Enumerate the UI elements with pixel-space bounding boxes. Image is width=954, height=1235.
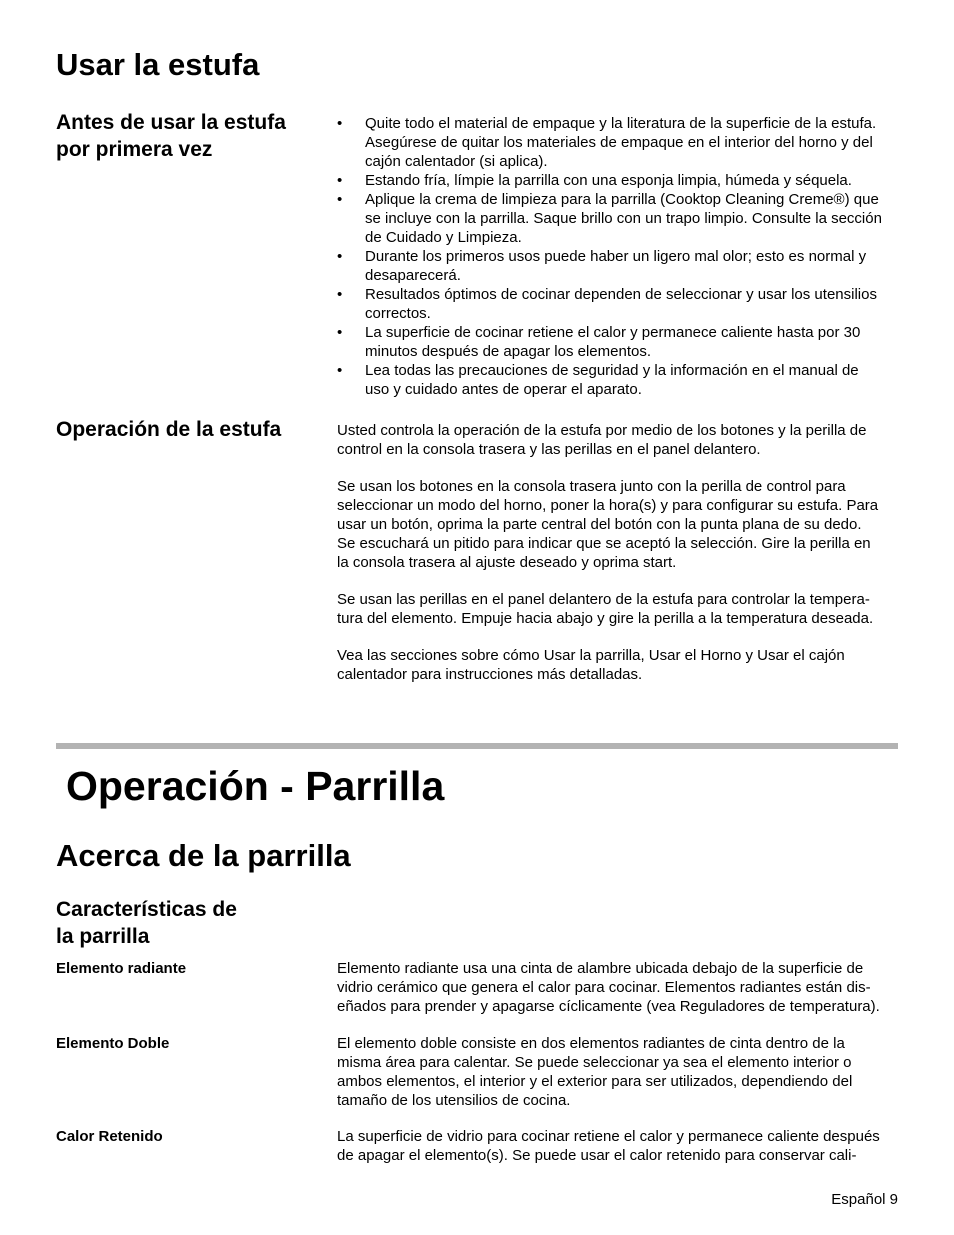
text-line: Usted controla la operación de la estufa por medio de los botones y la perilla de xyxy=(337,422,867,439)
bullet-dot: • xyxy=(337,248,343,265)
bullet-item xyxy=(337,361,907,399)
text-line: El elemento doble consiste en dos elementos radiantes de cinta dentro de la xyxy=(337,1035,845,1052)
subsection-title-line: por primera vez xyxy=(56,138,213,161)
feature-desc-elemento-doble xyxy=(337,1034,907,1110)
feature-label-elemento-doble: Elemento Doble xyxy=(56,1035,170,1052)
bullet-line: Lea todas las precauciones de seguridad y la información en el manual de xyxy=(365,362,859,379)
text-line: La superficie de vidrio para cocinar retiene el calor y permanece caliente después xyxy=(337,1128,880,1145)
text-line: la consola trasera al ajuste deseado y oprima start. xyxy=(337,554,677,571)
bullet-line: correctos. xyxy=(365,305,431,322)
bullet-line: Resultados óptimos de cocinar dependen de seleccionar y usar los utensilios xyxy=(365,286,877,303)
chapter-title-operacion-parrilla: Operación - Parrilla xyxy=(66,763,445,809)
bullet-item xyxy=(337,285,907,323)
bullet-dot: • xyxy=(337,324,343,341)
bullet-dot: • xyxy=(337,362,343,379)
text-line: seleccionar un modo del horno, poner la hora(s) y para configurar su estufa. Para xyxy=(337,497,879,514)
bullet-line: Durante los primeros usos puede haber un ligero mal olor; esto es normal y xyxy=(365,248,867,265)
bullet-line: Quite todo el material de empaque y la literatura de la superficie de la estufa. xyxy=(365,115,877,132)
text-line: de apagar el elemento(s). Se puede usar el calor retenido para conservar cali- xyxy=(337,1147,857,1164)
text-line: tura del elemento. Empuje hacia abajo y gire la perilla a la temperatura deseada. xyxy=(337,610,874,627)
bullet-line: Estando fría, límpie la parrilla con una esponja limpia, húmeda y séquela. xyxy=(365,172,852,189)
paragraph xyxy=(337,421,907,459)
bullet-line: desaparecerá. xyxy=(365,267,461,284)
bullet-line: Aplique la crema de limpieza para la parrilla (Cooktop Cleaning Creme®) que xyxy=(365,191,879,208)
text-line: control en la consola trasera y las perillas en el panel delantero. xyxy=(337,441,761,458)
feature-desc-elemento-radiante xyxy=(337,959,907,1016)
operation-text-block xyxy=(337,421,907,684)
paragraph xyxy=(337,646,907,684)
bullet-item xyxy=(337,247,907,285)
subsection-title-line: Antes de usar la estufa xyxy=(56,111,286,134)
text-line: Vea las secciones sobre cómo Usar la parrilla, Usar el Horno y Usar el cajón xyxy=(337,647,845,664)
bullet-item xyxy=(337,114,907,171)
first-use-bullet-list xyxy=(337,114,907,399)
text-line: ambos elementos, el interior y el exterior para ser utilizados, dependiendo del xyxy=(337,1073,853,1090)
bullet-dot: • xyxy=(337,115,343,132)
subsection-title-antes-de-usar xyxy=(56,109,326,163)
text-line: misma área para calentar. Se puede seleccionar ya sea el elemento interior o xyxy=(337,1054,852,1071)
bullet-dot: • xyxy=(337,286,343,303)
text-line: Se usan las perillas en el panel delantero de la estufa para controlar la tempera- xyxy=(337,591,870,608)
paragraph xyxy=(337,590,907,628)
subsection-title-operacion-estufa: Operación de la estufa xyxy=(56,418,282,441)
bullet-line: minutos después de apagar los elementos. xyxy=(365,343,652,360)
text-line: eñados para prender y apagarse cíclicamente (vea Reguladores de temperatura). xyxy=(337,998,880,1015)
bullet-line: Asegúrese de quitar los materiales de empaque en el interior del horno y del xyxy=(365,134,873,151)
bullet-line: uso y cuidado antes de operar el aparato. xyxy=(365,381,642,398)
paragraph xyxy=(337,477,907,572)
text-line: Se escuchará un pitido para indicar que se aceptó la selección. Gire la perilla en xyxy=(337,535,871,552)
bullet-item xyxy=(337,171,907,190)
bullet-line: cajón calentador (si aplica). xyxy=(365,153,548,170)
bullet-item xyxy=(337,190,907,247)
feature-label-elemento-radiante: Elemento radiante xyxy=(56,960,187,977)
section-title-usar-la-estufa: Usar la estufa xyxy=(56,47,260,82)
text-line: vidrio cerámico que genera el calor para cocinar. Elementos radiantes están dis- xyxy=(337,979,871,996)
subsection-title-line: Características de xyxy=(56,898,237,921)
bullet-dot: • xyxy=(337,172,343,189)
text-line: calentador para instrucciones más detalladas. xyxy=(337,666,643,683)
text-line: Se usan los botones en la consola trasera junto con la perilla de control para xyxy=(337,478,846,495)
feature-label-calor-retenido: Calor Retenido xyxy=(56,1128,163,1145)
text-line: tamaño de los utensilios de cocina. xyxy=(337,1092,571,1109)
feature-desc-calor-retenido xyxy=(337,1127,907,1165)
section-title-acerca-parrilla: Acerca de la parrilla xyxy=(56,838,351,873)
subsection-title-line: la parrilla xyxy=(56,925,150,948)
subsection-title-caracteristicas xyxy=(56,896,326,950)
bullet-item xyxy=(337,323,907,361)
bullet-line: de Cuidado y Limpieza. xyxy=(365,229,522,246)
bullet-line: se incluye con la parrilla. Saque brillo con un trapo limpio. Consulte la sección xyxy=(365,210,882,227)
page-number: Español 9 xyxy=(831,1191,898,1208)
bullet-dot: • xyxy=(337,191,343,208)
bullet-line: La superficie de cocinar retiene el calor y permanece caliente hasta por 30 xyxy=(365,324,861,341)
text-line: usar un botón, oprima la parte central del botón con la punta plana de su dedo. xyxy=(337,516,862,533)
section-divider xyxy=(56,743,898,749)
text-line: Elemento radiante usa una cinta de alambre ubicada debajo de la superficie de xyxy=(337,960,864,977)
